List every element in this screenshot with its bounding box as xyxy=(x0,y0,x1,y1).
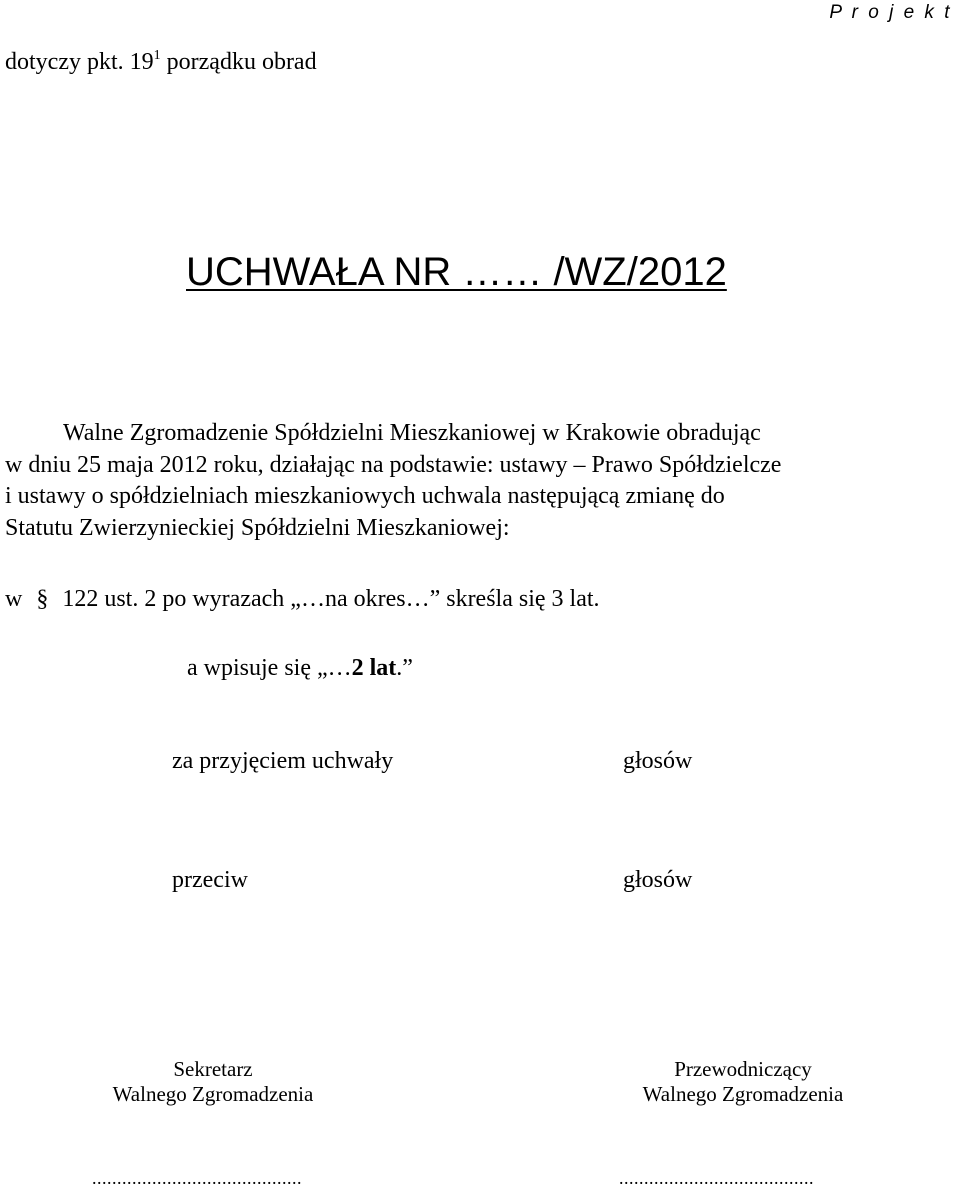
secretary-org: Walnego Zgromadzenia xyxy=(112,1082,314,1106)
votes-for-unit: głosów xyxy=(623,748,693,774)
secretary-title: Sekretarz xyxy=(173,1057,253,1081)
agenda-reference-superscript: 1 xyxy=(153,48,161,63)
chair-title: Przewodniczący xyxy=(674,1057,812,1081)
draft-label: P r o j e k t xyxy=(829,2,952,23)
votes-for-label: za przyjęciem uchwały xyxy=(172,748,394,774)
resolution-body xyxy=(5,418,955,544)
secretary-signature xyxy=(88,1057,338,1107)
resolution-title: UCHWAŁA NR …… /WZ/2012 xyxy=(186,250,727,294)
agenda-reference: dotyczy pkt. $19^1$ porządku obrad xyxy=(5,48,317,75)
body-line-4: Statutu Zwierzynieckiej Spółdzielni Mieszkaniowej: xyxy=(5,514,510,541)
body-line-3: i ustawy o spółdzielniach mieszkaniowych uchwala następującą zmianę do xyxy=(5,483,725,509)
body-line-2: w dniu 25 maja 2012 roku, działając na podstawie: ustawy – Prawo Spółdzielcze xyxy=(5,451,782,478)
votes-against-label: przeciw xyxy=(172,867,248,893)
body-line-1: Walne Zgromadzenie Spółdzielni Mieszkaniowej w Krakowie obradując xyxy=(63,420,761,446)
secretary-signature-line: .......................................... xyxy=(92,1168,302,1188)
section-sign: § xyxy=(36,586,49,612)
votes-against-unit: głosów xyxy=(623,867,693,893)
insert-value: 2 lat xyxy=(351,655,397,681)
chair-signature-line: ....................................... xyxy=(619,1168,814,1188)
amendment-paragraph: w § 122 ust. 2 po wyrazach „…na okres…” skreśla się 3 lat. xyxy=(5,586,600,612)
chair-org: Walnego Zgromadzenia xyxy=(642,1082,844,1106)
chair-signature xyxy=(614,1057,872,1107)
amendment-insert: a wpisuje się „…2 lat.” xyxy=(187,655,413,681)
